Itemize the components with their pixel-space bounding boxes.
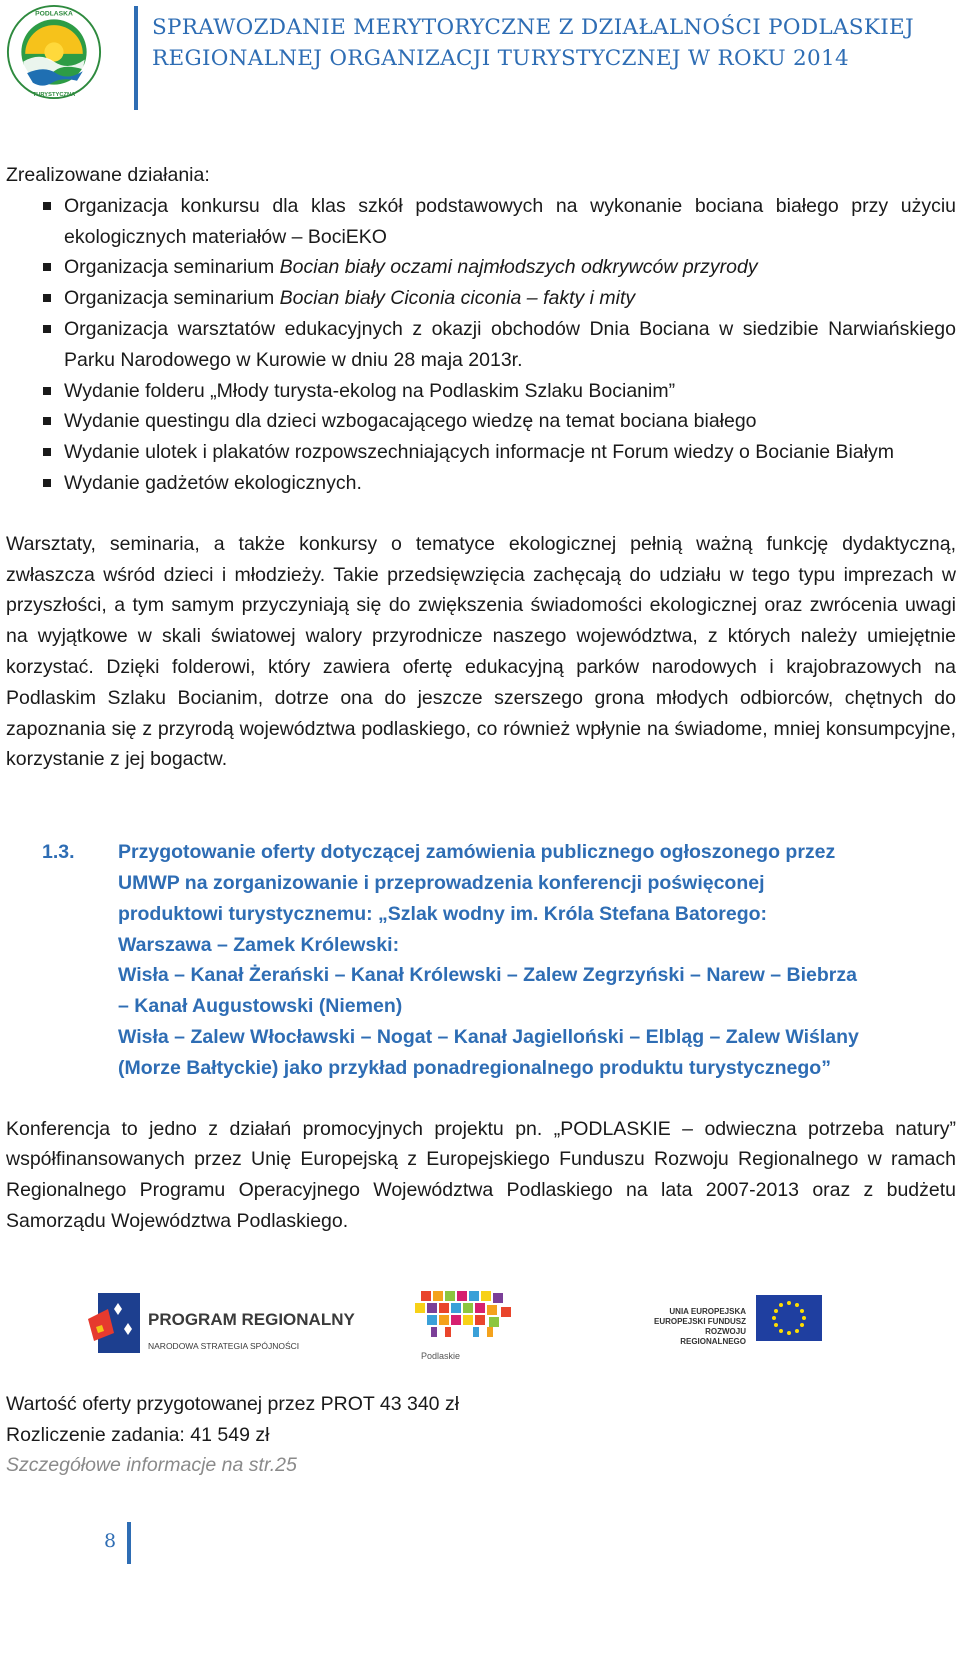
- header-divider: [134, 6, 138, 110]
- item-text: Organizacja seminarium: [64, 287, 280, 310]
- item-italic-title: Bocian biały Ciconia ciconia – fakty i mity: [279, 287, 636, 310]
- svg-text:PODLASKA: PODLASKA: [35, 10, 73, 18]
- program-regionalny-title: PROGRAM REGIONALNY: [148, 1309, 355, 1329]
- eu-fund-text: UNIA EUROPEJSKA EUROPEJSKI FUNDUSZ ROZWOJU REGIONALNEGO: [653, 1306, 746, 1346]
- activities-list: [6, 191, 956, 499]
- financial-summary: [6, 1389, 956, 1481]
- item-text: Organizacja warsztatów edukacyjnych z okazji obchodów Dnia Bociana w siedzibie Narwiańskiego Parku Narodowego w Kurowie w dniu 28 maja 2013r.: [64, 317, 956, 371]
- section-title-line: – Kanał Augustowski (Niemen): [118, 995, 403, 1018]
- footer-divider: [127, 1522, 131, 1564]
- page-body: [6, 160, 956, 1481]
- list-item: [6, 406, 956, 437]
- activities-heading: Zrealizowane działania:: [6, 164, 210, 186]
- funding-logos: [6, 1287, 956, 1367]
- list-item: [6, 437, 956, 468]
- podlaskie-caption: Podlaskie: [421, 1350, 461, 1361]
- item-text: Wydanie questingu dla dzieci wzbogacającego wiedzę na temat bociana białego: [64, 410, 757, 433]
- podlaskie-logo: [411, 1287, 531, 1363]
- item-text: Wydanie ulotek i plakatów rozpowszechniających informacje nt Forum wiedzy o Bocianie Białym: [64, 441, 895, 464]
- item-text: Wydanie gadżetów ekologicznych.: [64, 471, 362, 494]
- item-text: Wydanie folderu: [64, 379, 211, 402]
- section-title: [118, 837, 956, 1083]
- summary-paragraph: Warsztaty, seminaria, a także konkursy o tematyce ekologicznej pełnią ważną funkcję dydaktyczną, zwłaszcza wśród dzieci i młodzieży. Takie przedsięwzięcia zachęcają do udziału w tego typu imprezach w przyszłości, a tym samym przyczyniają się do zwiększenia świadomości ekologicznej oraz zwrócenia uwagi na wyjątkowe w skali światowej walory przyrodnicze naszego województwa, z których należy umiejętnie korzystać. Dzięki folderowi, który zawiera ofertę edukacyjną parków narodowych i krajobrazowych na Podlaskim Szlaku Bocianim, dotrze ona do jeszcze szerszego grona młodych odbiorców, chętnych do zapoznania się z przyrodą województwa podlaskiego, co również wpłynie na świadome, mniej konsumpcyjne, korzystanie z jej bogactw.: [6, 532, 956, 771]
- svg-text:TURYSTYCZNA: TURYSTYCZNA: [32, 92, 76, 99]
- item-text: Organizacja seminarium: [64, 256, 280, 279]
- list-item: [6, 314, 956, 376]
- list-item: [6, 376, 956, 407]
- report-title-line2: REGIONALNEJ ORGANIZACJI TURYSTYCZNEJ W ROKU 2014: [152, 46, 849, 71]
- item-italic-title: Bocian biały oczami najmłodszych odkrywców przyrody: [279, 256, 758, 279]
- item-title: „Młody turysta-ekolog na Podlaskim Szlaku Bocianim”: [210, 379, 676, 402]
- bison-mosaic-icon: [411, 1287, 521, 1339]
- list-item: [6, 283, 956, 314]
- page-number: 8: [104, 1530, 117, 1552]
- program-regionalny-icon: [88, 1289, 144, 1357]
- section-title-line: produktowi turystycznemu: „Szlak wodny im. Króla Stefana Batorego:: [118, 902, 768, 925]
- settlement-value: Rozliczenie zadania: 41 549 zł: [6, 1423, 270, 1446]
- list-item: [6, 252, 956, 283]
- item-text: Organizacja konkursu dla klas szkół podstawowych na wykonanie bociana białego przy użyciu ekologicznych materiałów – BociEKO: [64, 194, 956, 248]
- list-item: [6, 468, 956, 499]
- section-number: 1.3.: [42, 841, 75, 864]
- eu-logo: [646, 1295, 826, 1355]
- report-title: [152, 12, 952, 74]
- report-title-line1: SPRAWOZDANIE MERYTORYCZNE Z DZIAŁALNOŚCI PODLASKIEJ: [152, 15, 914, 40]
- section-title-line: Warszawa – Zamek Królewski:: [118, 933, 400, 956]
- section-title-line: Wisła – Kanał Żerański – Kanał Królewski – Zalew Zegrzyński – Narew – Biebrza: [118, 964, 857, 987]
- prot-logo-icon: [6, 4, 102, 100]
- program-regionalny-subtitle: NARODOWA STRATEGIA SPÓJNOŚCI: [148, 1340, 300, 1351]
- eu-flag-icon: [756, 1295, 822, 1341]
- section-title-line: Wisła – Zalew Włocławski – Nogat – Kanał Jagielloński – Elbląg – Zalew Wiślany: [118, 1025, 859, 1048]
- page-header: [0, 0, 960, 115]
- list-item: [6, 191, 956, 253]
- section-1-3: [6, 837, 956, 1083]
- section-title-line: Przygotowanie oferty dotyczącej zamówienia publicznego ogłoszonego przez: [118, 841, 836, 864]
- section-title-line: (Morze Bałtyckie) jako przykład ponadregionalnego produktu turystycznego”: [118, 1056, 831, 1079]
- details-note: Szczegółowe informacje na str.25: [6, 1454, 297, 1477]
- program-regionalny-logo: [88, 1289, 355, 1361]
- conference-paragraph: Konferencja to jedno z działań promocyjnych projektu pn. „PODLASKIE – odwieczna potrzeba natury” współfinansowanych przez Unię Europejską z Europejskiego Funduszu Rozwoju Regionalnego w ramach Regionalnego Programu Operacyjnego Województwa Podlaskiego na lata 2007-2013 oraz z budżetu Samorządu Województwa Podlaskiego.: [6, 1117, 956, 1232]
- section-title-line: UMWP na zorganizowanie i przeprowadzenia konferencji poświęconej: [118, 871, 765, 894]
- offer-value: Wartość oferty przygotowanej przez PROT 43 340 zł: [6, 1392, 460, 1415]
